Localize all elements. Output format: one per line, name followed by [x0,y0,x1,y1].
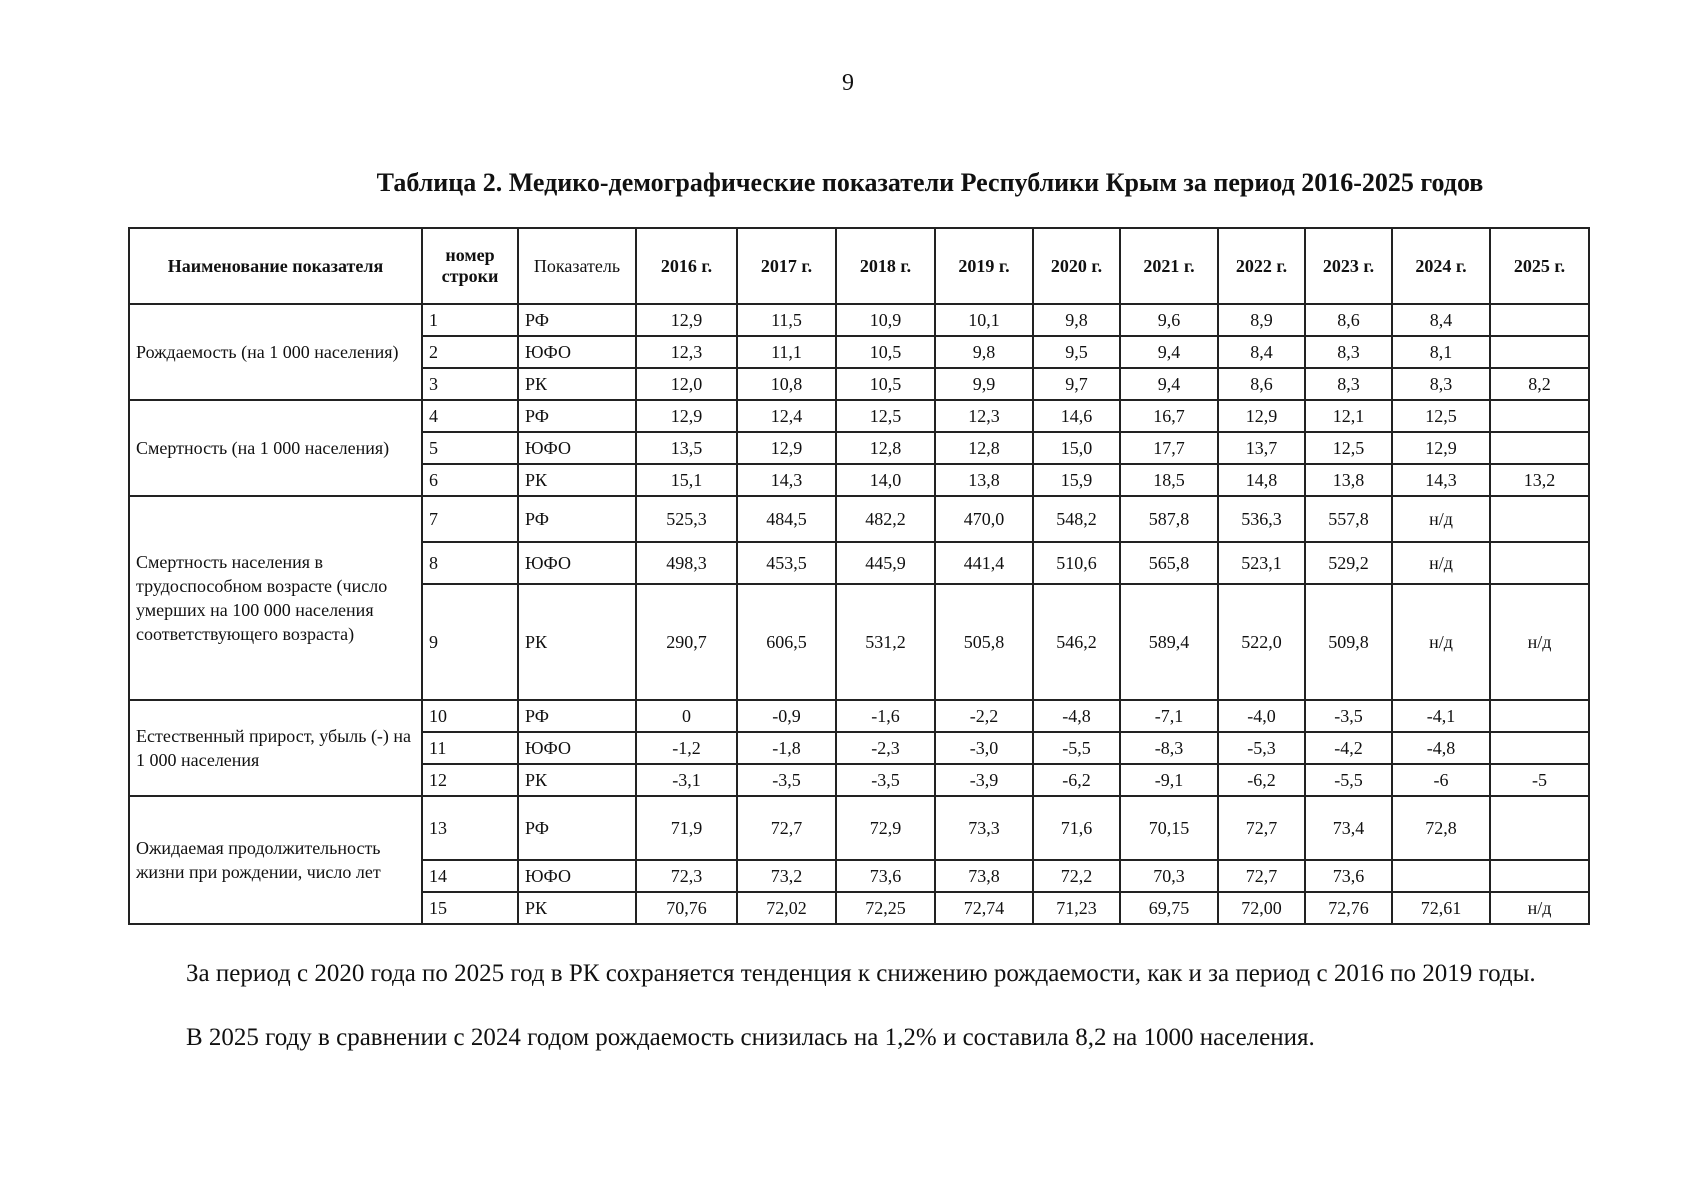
value-cell: 73,6 [1305,860,1392,892]
value-cell: 509,8 [1305,584,1392,700]
row-number-cell: 14 [422,860,518,892]
value-cell: 70,3 [1120,860,1218,892]
value-cell: 12,8 [836,432,935,464]
value-cell: 548,2 [1033,496,1120,542]
value-cell: 72,8 [1392,796,1490,860]
value-cell: -4,8 [1392,732,1490,764]
table-row [129,496,1589,542]
value-cell: 523,1 [1218,542,1305,584]
value-cell: 9,8 [935,336,1033,368]
value-cell: 12,9 [636,400,737,432]
value-cell: 9,4 [1120,368,1218,400]
header-year: 2017 г. [737,228,836,304]
header-year: 2019 г. [935,228,1033,304]
indicator-group-name: Ожидаемая продолжительность жизни при рождении, число лет [129,796,422,924]
value-cell: 72,7 [1218,860,1305,892]
value-cell: 14,6 [1033,400,1120,432]
value-cell: 11,5 [737,304,836,336]
value-cell [1490,796,1589,860]
value-cell: 72,7 [737,796,836,860]
value-cell: -5,3 [1218,732,1305,764]
value-cell: 72,25 [836,892,935,924]
value-cell: -2,3 [836,732,935,764]
value-cell: н/д [1392,584,1490,700]
value-cell: 70,15 [1120,796,1218,860]
value-cell [1392,860,1490,892]
value-cell: 484,5 [737,496,836,542]
region-cell: РФ [518,400,636,432]
value-cell: 10,5 [836,336,935,368]
value-cell: 16,7 [1120,400,1218,432]
value-cell: 8,3 [1305,336,1392,368]
value-cell: 522,0 [1218,584,1305,700]
row-number-cell: 7 [422,496,518,542]
value-cell: 8,2 [1490,368,1589,400]
value-cell: 510,6 [1033,542,1120,584]
value-cell: 12,9 [1392,432,1490,464]
value-cell: 8,6 [1218,368,1305,400]
value-cell [1490,732,1589,764]
value-cell: 73,4 [1305,796,1392,860]
value-cell: 546,2 [1033,584,1120,700]
value-cell: 72,76 [1305,892,1392,924]
value-cell: н/д [1490,584,1589,700]
header-indicator: Показатель [518,228,636,304]
header-name: Наименование показателя [129,228,422,304]
value-cell: 470,0 [935,496,1033,542]
value-cell: 0 [636,700,737,732]
value-cell: 15,1 [636,464,737,496]
value-cell: 9,4 [1120,336,1218,368]
value-cell: 8,1 [1392,336,1490,368]
value-cell: 9,8 [1033,304,1120,336]
value-cell: 14,0 [836,464,935,496]
value-cell: -8,3 [1120,732,1218,764]
region-cell: РК [518,892,636,924]
value-cell: 445,9 [836,542,935,584]
value-cell: 557,8 [1305,496,1392,542]
value-cell: 589,4 [1120,584,1218,700]
value-cell: 9,9 [935,368,1033,400]
value-cell: 15,0 [1033,432,1120,464]
header-year: 2016 г. [636,228,737,304]
region-cell: РК [518,464,636,496]
indicator-group-name: Смертность (на 1 000 населения) [129,400,422,496]
region-cell: РФ [518,700,636,732]
value-cell: 12,5 [1392,400,1490,432]
value-cell: -0,9 [737,700,836,732]
value-cell: 12,1 [1305,400,1392,432]
value-cell: 12,9 [1218,400,1305,432]
value-cell: 71,23 [1033,892,1120,924]
region-cell: РФ [518,304,636,336]
demographic-table [128,227,1590,925]
value-cell: -1,6 [836,700,935,732]
value-cell: -3,5 [836,764,935,796]
row-number-cell: 5 [422,432,518,464]
value-cell: 290,7 [636,584,737,700]
value-cell: -3,5 [1305,700,1392,732]
value-cell: 8,4 [1218,336,1305,368]
table-row [129,796,1589,860]
value-cell: 536,3 [1218,496,1305,542]
value-cell: -6 [1392,764,1490,796]
row-number-cell: 3 [422,368,518,400]
row-number-cell: 10 [422,700,518,732]
value-cell: 13,8 [1305,464,1392,496]
value-cell: 10,8 [737,368,836,400]
value-cell: 73,6 [836,860,935,892]
value-cell: 8,3 [1392,368,1490,400]
region-cell: ЮФО [518,860,636,892]
value-cell: 531,2 [836,584,935,700]
header-year: 2018 г. [836,228,935,304]
value-cell: 12,3 [636,336,737,368]
value-cell: 69,75 [1120,892,1218,924]
table-row [129,304,1589,336]
header-year: 2020 г. [1033,228,1120,304]
value-cell [1490,304,1589,336]
value-cell: -5,5 [1305,764,1392,796]
value-cell: н/д [1490,892,1589,924]
value-cell [1490,860,1589,892]
value-cell: 12,3 [935,400,1033,432]
value-cell: -6,2 [1218,764,1305,796]
value-cell: 12,4 [737,400,836,432]
value-cell: 565,8 [1120,542,1218,584]
value-cell: 72,02 [737,892,836,924]
value-cell: 13,2 [1490,464,1589,496]
value-cell: -9,1 [1120,764,1218,796]
header-year: 2024 г. [1392,228,1490,304]
region-cell: РФ [518,496,636,542]
row-number-cell: 8 [422,542,518,584]
table-row [129,700,1589,732]
value-cell: -4,1 [1392,700,1490,732]
indicator-group-name: Рождаемость (на 1 000 населения) [129,304,422,400]
value-cell: -3,0 [935,732,1033,764]
value-cell: 498,3 [636,542,737,584]
row-number-cell: 2 [422,336,518,368]
value-cell: 8,9 [1218,304,1305,336]
value-cell: 453,5 [737,542,836,584]
value-cell: 8,3 [1305,368,1392,400]
region-cell: РК [518,368,636,400]
value-cell: н/д [1392,496,1490,542]
value-cell: 12,5 [1305,432,1392,464]
region-cell: ЮФО [518,732,636,764]
value-cell: 12,9 [636,304,737,336]
value-cell: 18,5 [1120,464,1218,496]
value-cell: 13,7 [1218,432,1305,464]
row-number-cell: 15 [422,892,518,924]
value-cell: -7,1 [1120,700,1218,732]
value-cell: -4,0 [1218,700,1305,732]
row-number-cell: 11 [422,732,518,764]
value-cell: 587,8 [1120,496,1218,542]
value-cell: 72,61 [1392,892,1490,924]
value-cell: 8,4 [1392,304,1490,336]
region-cell: РФ [518,796,636,860]
value-cell: 72,2 [1033,860,1120,892]
value-cell [1490,400,1589,432]
value-cell: 73,3 [935,796,1033,860]
value-cell: 8,6 [1305,304,1392,336]
value-cell: -6,2 [1033,764,1120,796]
region-cell: ЮФО [518,432,636,464]
value-cell: 525,3 [636,496,737,542]
value-cell: -2,2 [935,700,1033,732]
header-year: 2023 г. [1305,228,1392,304]
paragraph-trend: За период с 2020 года по 2025 год в РК сохраняется тенденция к снижению рождаемости, как и за период с 2016 по 2019 годы. [186,960,1536,987]
row-number-cell: 6 [422,464,518,496]
table-row [129,400,1589,432]
header-year: 2021 г. [1120,228,1218,304]
value-cell: 14,8 [1218,464,1305,496]
row-number-cell: 9 [422,584,518,700]
row-number-cell: 4 [422,400,518,432]
value-cell [1490,336,1589,368]
value-cell: 71,9 [636,796,737,860]
value-cell: 9,5 [1033,336,1120,368]
value-cell: 482,2 [836,496,935,542]
value-cell: 72,9 [836,796,935,860]
value-cell: 441,4 [935,542,1033,584]
value-cell: -3,5 [737,764,836,796]
value-cell: -3,1 [636,764,737,796]
value-cell: 12,0 [636,368,737,400]
value-cell: 10,5 [836,368,935,400]
value-cell: -4,8 [1033,700,1120,732]
value-cell: 72,7 [1218,796,1305,860]
value-cell [1490,700,1589,732]
header-year: 2025 г. [1490,228,1589,304]
paragraph-2025: В 2025 году в сравнении с 2024 годом рождаемость снизилась на 1,2% и составила 8,2 на 1000 населения. [186,1024,1315,1051]
value-cell: 73,8 [935,860,1033,892]
value-cell: 72,00 [1218,892,1305,924]
value-cell: -4,2 [1305,732,1392,764]
value-cell: 505,8 [935,584,1033,700]
value-cell: 72,3 [636,860,737,892]
header-row-number: номер строки [422,228,518,304]
value-cell [1490,432,1589,464]
table-header-row [129,228,1589,304]
value-cell: 71,6 [1033,796,1120,860]
value-cell: -1,2 [636,732,737,764]
value-cell: -5 [1490,764,1589,796]
value-cell: -3,9 [935,764,1033,796]
row-number-cell: 13 [422,796,518,860]
row-number-cell: 1 [422,304,518,336]
indicator-group-name: Смертность населения в трудоспособном возрасте (число умерших на 100 000 населения соответствующего возраста) [129,496,422,700]
value-cell [1490,542,1589,584]
value-cell: 529,2 [1305,542,1392,584]
value-cell: 12,5 [836,400,935,432]
value-cell: 12,8 [935,432,1033,464]
region-cell: ЮФО [518,336,636,368]
value-cell: н/д [1392,542,1490,584]
value-cell: 14,3 [1392,464,1490,496]
value-cell: 606,5 [737,584,836,700]
value-cell: 14,3 [737,464,836,496]
region-cell: РК [518,584,636,700]
region-cell: ЮФО [518,542,636,584]
value-cell: 12,9 [737,432,836,464]
value-cell: 11,1 [737,336,836,368]
value-cell: 9,7 [1033,368,1120,400]
region-cell: РК [518,764,636,796]
header-year: 2022 г. [1218,228,1305,304]
indicator-group-name: Естественный прирост, убыль (-) на 1 000 населения [129,700,422,796]
value-cell: -1,8 [737,732,836,764]
page-number: 9 [842,70,854,96]
value-cell: 70,76 [636,892,737,924]
value-cell: 73,2 [737,860,836,892]
value-cell: 13,5 [636,432,737,464]
value-cell [1490,496,1589,542]
value-cell: 17,7 [1120,432,1218,464]
value-cell: 13,8 [935,464,1033,496]
value-cell: 10,9 [836,304,935,336]
row-number-cell: 12 [422,764,518,796]
value-cell: 10,1 [935,304,1033,336]
value-cell: -5,5 [1033,732,1120,764]
value-cell: 72,74 [935,892,1033,924]
value-cell: 9,6 [1120,304,1218,336]
value-cell: 15,9 [1033,464,1120,496]
table-title: Таблица 2. Медико-демографические показатели Республики Крым за период 2016-2025 годов [376,168,1484,197]
